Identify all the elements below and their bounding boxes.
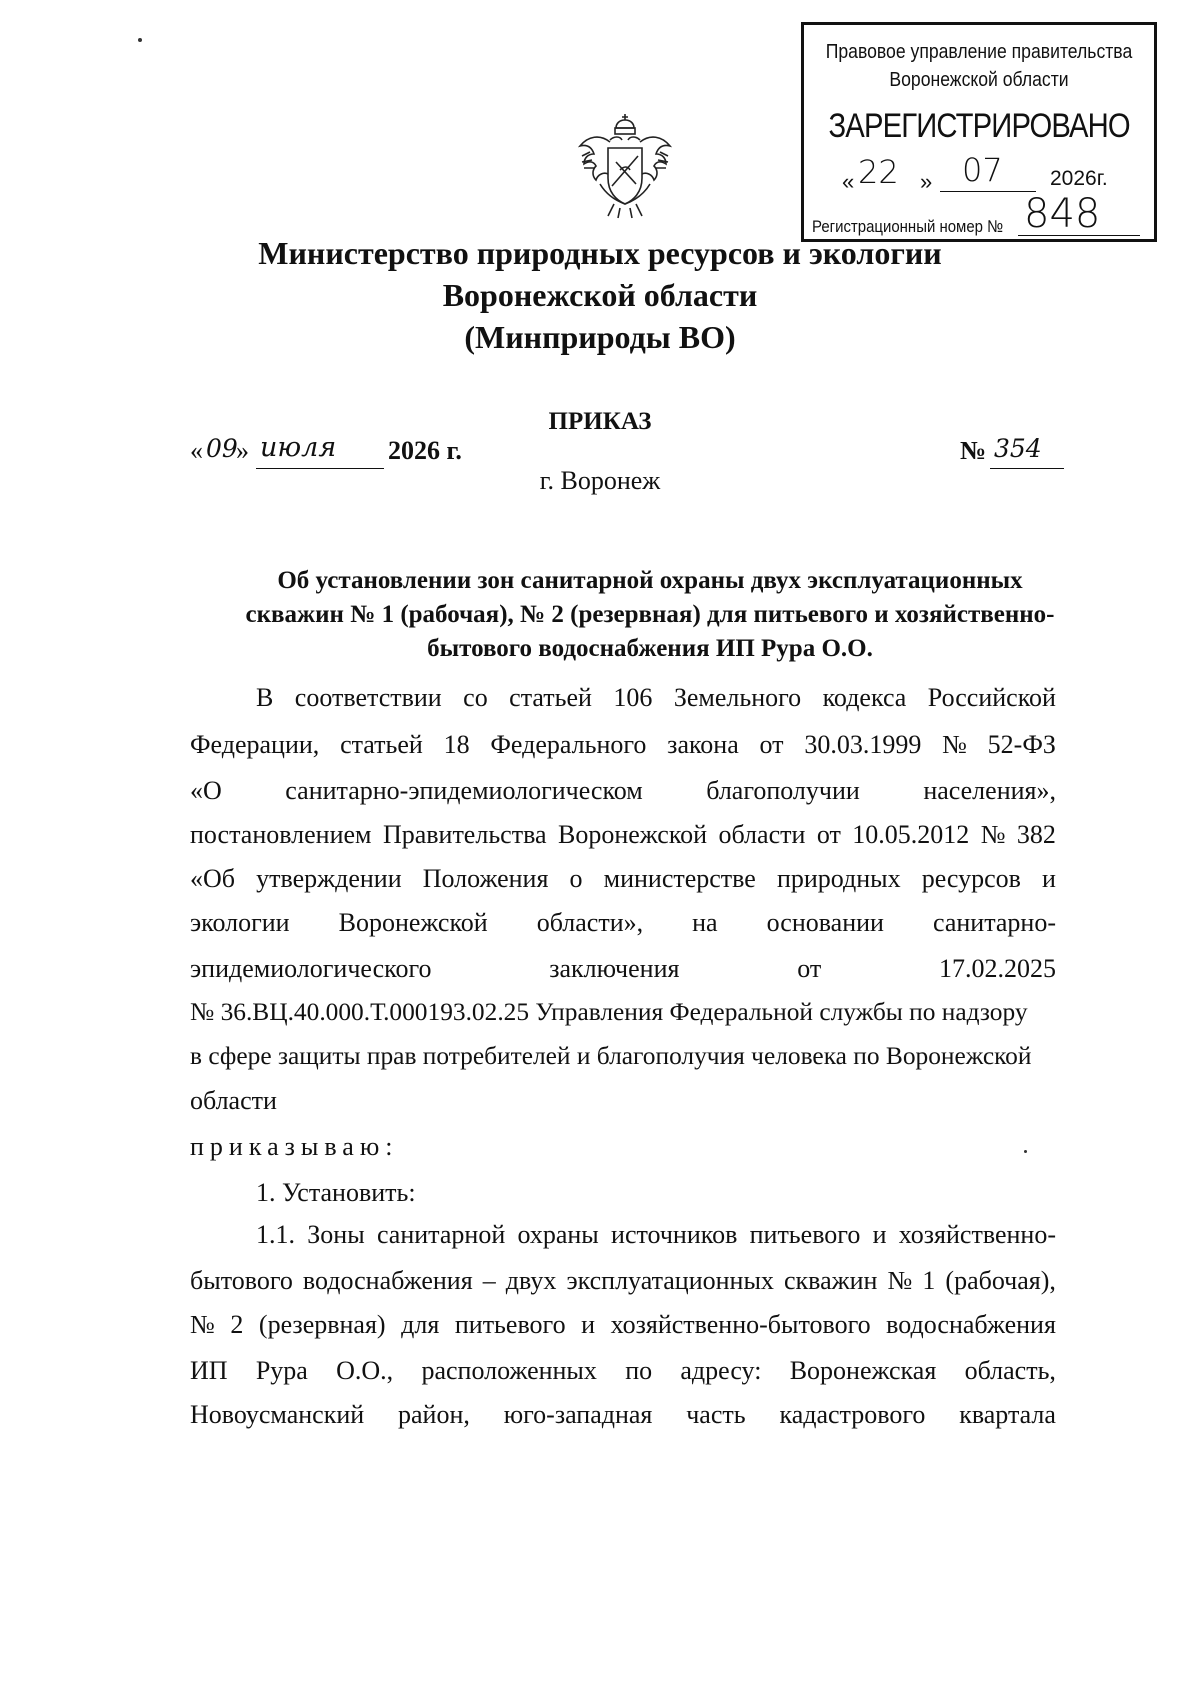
word: Земельного — [673, 683, 802, 712]
word: соответствии — [294, 683, 442, 712]
word: Зоны — [307, 1220, 365, 1249]
word: область, — [964, 1356, 1056, 1385]
word: и — [581, 1310, 596, 1339]
word: В — [256, 683, 274, 712]
word: 17.02.2025 — [938, 954, 1056, 983]
word: «Об — [190, 864, 236, 893]
subject-line1: Об установлении зон санитарной охраны двух эксплуатационных — [277, 567, 1023, 594]
word: питьевого — [454, 1310, 566, 1339]
paragraph-line — [256, 1220, 1056, 1250]
subject-line3: бытового водоснабжения ИП Рура О.О. — [427, 635, 873, 662]
word: Воронежской — [338, 908, 488, 937]
word: – — [482, 1266, 496, 1295]
word: 382 — [1016, 820, 1056, 849]
stamp-registered-label: ЗАРЕГИСТРИРОВАНО — [828, 107, 1130, 145]
paragraph-line — [190, 1356, 1056, 1386]
paragraph-line — [190, 776, 1056, 806]
order-number-value: 354 — [994, 434, 1042, 463]
order-city: г. Воронеж — [539, 466, 661, 495]
word: министерстве — [603, 864, 756, 893]
word: водоснабжения — [302, 1266, 473, 1295]
paragraph-line — [190, 908, 1056, 938]
paragraph-line: в сфере защиты прав потребителей и благополучия человека по Воронежской — [190, 1042, 1032, 1070]
word: санитарно-эпидемиологическом — [285, 776, 643, 805]
word: № — [942, 730, 967, 759]
word: и — [1042, 864, 1056, 893]
paragraph-line: области — [190, 1086, 277, 1115]
word: О.О., — [336, 1356, 394, 1385]
word: эпидемиологического — [190, 954, 432, 983]
word: юго-западная — [503, 1400, 653, 1429]
order-command: приказываю: — [190, 1132, 399, 1161]
stamp-org-line2: Воронежской области — [889, 69, 1069, 91]
word: статьей — [340, 730, 423, 759]
paragraph-line — [190, 1310, 1056, 1340]
word: 10.05.2012 — [852, 820, 970, 849]
word: источников — [611, 1220, 738, 1249]
word: № — [980, 820, 1006, 849]
word: со — [463, 683, 488, 712]
scan-speck — [138, 38, 142, 42]
word: часть — [686, 1400, 746, 1429]
word: Новоусманский — [190, 1400, 365, 1429]
coat-of-arms-icon — [570, 112, 680, 222]
registration-stamp — [801, 22, 1157, 242]
paragraph-line — [190, 730, 1056, 760]
word: и — [872, 1220, 887, 1249]
order-subject — [160, 564, 1140, 666]
word: (рабочая), — [945, 1266, 1056, 1295]
paragraph-line — [190, 1266, 1056, 1296]
stamp-reg-label: Регистрационный номер № — [812, 217, 1004, 236]
word: 30.03.1999 — [804, 730, 922, 759]
word: 1.1. — [256, 1220, 295, 1249]
word: Российской — [927, 683, 1056, 712]
word: 2 — [230, 1310, 244, 1339]
paragraph-line — [256, 683, 1056, 713]
word: кодекса — [822, 683, 907, 712]
stamp-date: « 22 » 07 2026г. — [842, 151, 1108, 194]
order-number-label: № — [960, 436, 987, 465]
paragraph-line: № 36.ВЦ.40.000.Т.000193.02.25 Управления Федеральной службы по надзору — [190, 998, 1028, 1026]
order-date-year: 2026 г. — [388, 436, 462, 465]
paragraph-line — [190, 1400, 1056, 1430]
stamp-reg-number: 848 — [1024, 191, 1101, 237]
word: Федерации, — [190, 730, 320, 759]
word: от — [816, 820, 841, 849]
order-date-day: 09 — [206, 434, 238, 463]
word: заключения — [549, 954, 680, 983]
ministry-header — [0, 232, 1200, 358]
word: «О — [190, 776, 222, 805]
order-title: ПРИКАЗ — [548, 408, 652, 435]
word: о — [569, 864, 583, 893]
paragraph-line — [190, 954, 1056, 984]
word: хозяйственно- — [898, 1220, 1056, 1249]
word: санитарной — [376, 1220, 506, 1249]
paragraph-line — [190, 864, 1056, 894]
word: Федерального — [490, 730, 647, 759]
stamp-date-year: 2026г. — [1050, 167, 1108, 190]
word: расположенных — [421, 1356, 597, 1385]
word: кадастрового — [779, 1400, 926, 1429]
item-1: 1. Установить: — [256, 1178, 416, 1207]
word: эксплуатационных — [566, 1266, 774, 1295]
word: по — [625, 1356, 653, 1385]
word: природных — [776, 864, 901, 893]
word: Воронежской — [557, 820, 708, 849]
word: ресурсов — [921, 864, 1021, 893]
word: 52-ФЗ — [987, 730, 1056, 759]
order-date: « 09 » июля 2026 г. — [190, 436, 510, 476]
word: для — [401, 1310, 440, 1339]
order-date-month: июля — [260, 432, 337, 463]
ministry-name-line1: Министерство природных ресурсов и экологии — [258, 235, 942, 271]
word: населения», — [923, 776, 1056, 805]
word: 106 — [613, 683, 653, 712]
word: Положения — [422, 864, 549, 893]
paragraph-line — [190, 820, 1056, 850]
word: хозяйственно-бытового — [610, 1310, 871, 1339]
subject-line2: скважин № 1 (рабочая), № 2 (резервная) для питьевого и хозяйственно- — [245, 601, 1055, 628]
word: от — [759, 730, 784, 759]
ministry-name-line3: (Минприроды ВО) — [464, 319, 736, 355]
word: № — [190, 1310, 215, 1339]
word: (резервная) — [258, 1310, 386, 1339]
word: 18 — [443, 730, 470, 759]
word: район, — [398, 1400, 470, 1429]
word: основании — [766, 908, 884, 937]
word: санитарно- — [932, 908, 1056, 937]
stamp-date-month: 07 — [962, 151, 1003, 189]
word: водоснабжения — [886, 1310, 1056, 1339]
word: питьевого — [749, 1220, 861, 1249]
word: области — [718, 820, 806, 849]
ministry-name-line2: Воронежской области — [442, 277, 758, 313]
word: от — [797, 954, 822, 983]
word: квартала — [959, 1400, 1056, 1429]
word: скважин — [783, 1266, 878, 1295]
word: адресу: — [680, 1356, 762, 1385]
word: на — [692, 908, 718, 937]
word: Воронежская — [789, 1356, 937, 1385]
word: постановлением — [190, 820, 372, 849]
stamp-org-line1: Правовое управление правительства — [825, 41, 1133, 63]
word: № — [887, 1266, 913, 1295]
word: двух — [505, 1266, 557, 1295]
word: благополучии — [706, 776, 860, 805]
word: области», — [536, 908, 644, 937]
stamp-date-day: 22 — [858, 153, 899, 191]
word: экологии — [190, 908, 290, 937]
word: утверждении — [256, 864, 402, 893]
word: Рура — [255, 1356, 308, 1385]
word: закона — [667, 730, 739, 759]
word: бытового — [190, 1266, 293, 1295]
word: ИП — [190, 1356, 228, 1385]
word: Правительства — [382, 820, 547, 849]
word: статьей — [509, 683, 592, 712]
word: 1 — [922, 1266, 936, 1295]
word: охраны — [517, 1220, 599, 1249]
